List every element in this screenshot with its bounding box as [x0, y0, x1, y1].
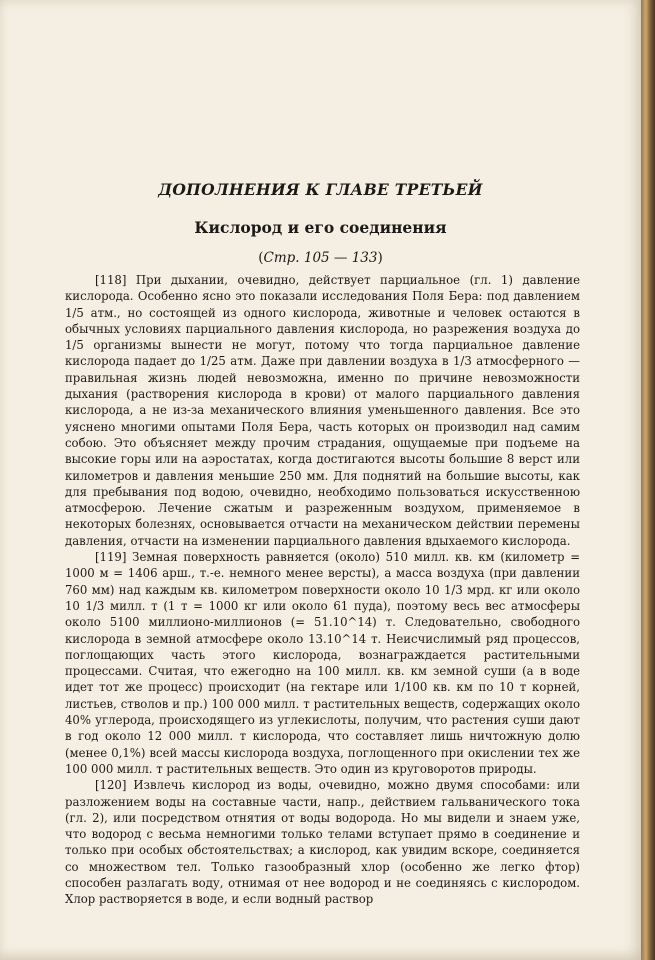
paragraph-118: [118] При дыхании, очевидно, действует парциальное (гл. 1) давление кислорода. Особенно ясно это показали исследования Поля Бера: под давлением 1/5 атм., но состоящей из одного кислорода, животные и человек остаются в обычных условиях парциального давления кислорода, но разрежения воздуха до 1/5 организмы вынести не могут, потому что тогда парциальное давление кислорода падает до 1/25 атм. Даже при давлении воздуха в 1/3 атмосферного — правильная жизнь людей невозможна, именно по причине невозможности дыхания (растворения кислорода в крови) от малого парциального давления кислорода, а не из-за механического влияния уменьшенного давления. Все это уяснено многими опытами Поля Бера, часть которых он производил над самим собою. Это объясняет между прочим страдания, ощущаемые при подъеме на высокие горы или на аэростатах, когда достигаются высоты большие 8 верст или километров и давления меньшие 250 мм. Для поднятий на большие высоты, как для пребывания под водою, очевидно, необходимо пользоваться искусственною атмосферою. Лечение сжатым и разреженным воздухом, применяемое в некоторых болезнях, основывается отчасти на механическом действии перемены давления, отчасти на изменении парциального давления вдыхаемого кислорода.	[65, 273, 580, 548]
book-spine	[641, 0, 655, 960]
pages-ref-close: )	[377, 250, 383, 266]
pages-ref-open: (	[258, 250, 264, 266]
chapter-heading: ДОПОЛНЕНИЯ К ГЛАВЕ ТРЕТЬЕЙ	[158, 180, 483, 199]
pages-reference	[0, 248, 641, 268]
section-title: Кислород и его соединения	[194, 218, 447, 237]
paragraph-120: [120] Извлечь кислород из воды, очевидно, можно двумя способами: или разложением воды на составные части, напр., действием гальванического тока (гл. 2), или посредством отнятия от воды водорода. Но мы видели и знаем уже, что водород с весьма немногими только телами вступает прямо в соединение и только при особых обстоятельствах; а кислород, как увидим вскоре, соединяется со множеством тел. Только газообразный хлор (особенно же легко фтор) способен разлагать воду, отнимая от нее водород и не соединяясь с кислородом. Хлор растворяется в воде, и если водный раствор	[65, 778, 580, 907]
body-text	[65, 272, 580, 908]
paragraph-119: [119] Земная поверхность равняется (около) 510 милл. кв. км (километр = 1000 м = 1406 арш., т.-е. немного менее версты), а масса воздуха (при давлении 760 мм) над каждым кв. километром поверхности около 10 1/3 мрд. кг или около 10 1/3 милл. т (1 т = 1000 кг или около 61 пуда), поэтому весь вес атмосферы около 5100 миллионо-миллионов (= 51.10^14) т. Следовательно, свободного кислорода в земной атмосфере около 13.10^14 т. Неисчислимый ряд процессов, поглощающих часть этого кислорода, вознаграждается растительными процессами. Считая, что ежегодно на 100 милл. кв. км земной суши (а в воде идет тот же процесс) происходит (на гектаре или 1/100 кв. км по 10 т корней, листьев, стволов и пр.) 100 000 милл. т растительных веществ, содержащих около 40% углерода, происходящего из углекислоты, получим, что растения суши дают в год около 12 000 милл. т кислорода, что составляет лишь ничтожную долю (менее 0,1%) всей массы кислорода воздуха, поглощенного при окислении тех же 100 000 милл. т растительных веществ. Это один из круговоротов природы.	[65, 550, 580, 776]
pages-ref-text: Стр. 105 — 133	[263, 250, 378, 266]
